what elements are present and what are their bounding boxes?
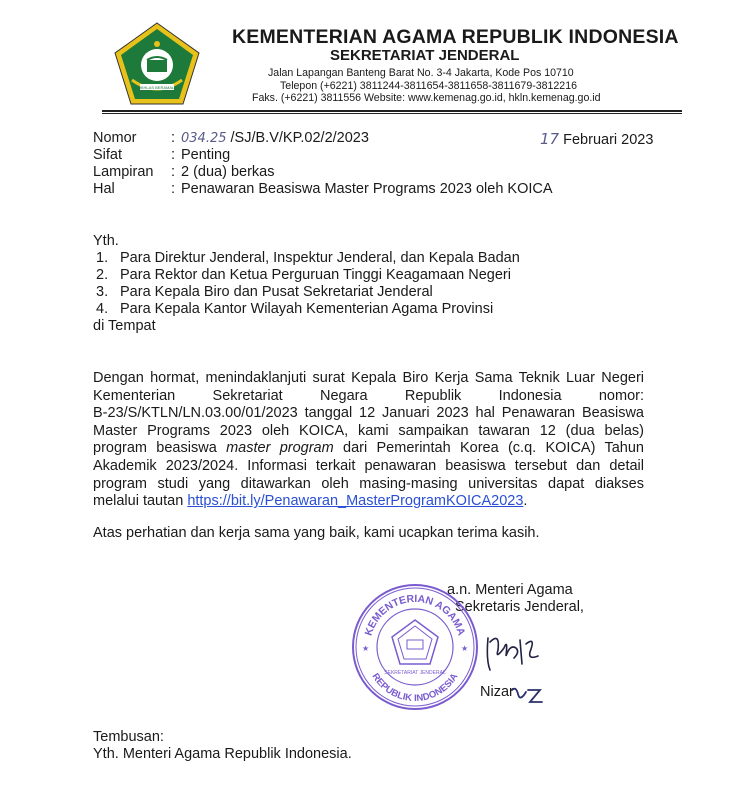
letter-date bbox=[540, 130, 653, 148]
svg-text:KEMENTERIAN AGAMA bbox=[363, 593, 468, 638]
hal-label: Hal bbox=[93, 181, 115, 197]
nomor-value bbox=[181, 130, 369, 146]
signatory-title: Sekretaris Jenderal, bbox=[455, 599, 584, 615]
ministry-emblem-icon bbox=[112, 20, 202, 110]
recipient-place: di Tempat bbox=[93, 318, 156, 334]
sifat-value: Penting bbox=[181, 147, 231, 163]
svg-text:★: ★ bbox=[461, 644, 469, 653]
sifat-label: Sifat bbox=[93, 147, 123, 163]
secretariat-name: SEKRETARIAT JENDERAL bbox=[330, 47, 520, 64]
body-line: melalui tautan https://bit.ly/Penawaran_MasterProgramKOICA2023. bbox=[93, 493, 528, 510]
fax-website-line: Faks. (+6221) 3811556 Website: www.kemenag.go.id, hkln.kemenag.go.id bbox=[252, 92, 601, 104]
body-line: Kementerian Sekretariat Negara Republik Indonesia nomor: bbox=[93, 387, 644, 404]
date-day-handwritten: 17 bbox=[540, 130, 560, 148]
signatory-name: Nizar bbox=[480, 684, 514, 700]
body-line: Dengan hormat, menindaklanjuti surat Kepala Biro Kerja Sama Teknik Luar Negeri bbox=[93, 370, 644, 386]
salutation: Yth. bbox=[93, 233, 119, 249]
initial-mark-icon bbox=[506, 684, 546, 708]
letterhead-divider bbox=[102, 110, 682, 112]
nomor-separator: : bbox=[171, 130, 176, 146]
hal-separator: : bbox=[171, 181, 176, 197]
body-line: program beasiswa master program dari Pemerintah Korea (c.q. KOICA) Tahun bbox=[93, 440, 644, 457]
phone-line: Telepon (+6221) 3811244-3811654-3811658-3811679-3812216 bbox=[280, 80, 577, 92]
nomor-printed: /SJ/B.V/KP.02/2/2023 bbox=[230, 130, 369, 146]
date-month-year: Februari 2023 bbox=[563, 132, 654, 148]
ministry-name: KEMENTERIAN AGAMA REPUBLIK INDONESIA bbox=[232, 26, 679, 48]
body-paragraph bbox=[93, 370, 644, 511]
lampiran-separator: : bbox=[171, 164, 176, 180]
body-line: program studi yang ditawarkan oleh masing-masing universitas dapat diakses bbox=[93, 475, 644, 492]
recipient-item: 4. Para Kepala Kantor Wilayah Kementerian Agama Provinsi bbox=[96, 301, 494, 317]
stamp-bottom-text: REPUBLIK INDONESIA bbox=[369, 671, 461, 705]
cc-item: Yth. Menteri Agama Republik Indonesia. bbox=[93, 746, 352, 762]
svg-text:IKHLAS BERAMAL: IKHLAS BERAMAL bbox=[139, 85, 175, 90]
official-stamp-icon bbox=[350, 582, 480, 712]
body-line: Master Programs 2023 oleh KOICA, kami sampaikan tawaran 12 (dua belas) bbox=[93, 422, 644, 439]
stamp-inner-text: SEKRETARIAT JENDERAL bbox=[384, 670, 446, 676]
italic-term: master program bbox=[226, 440, 334, 457]
hal-value: Penawaran Beasiswa Master Programs 2023 oleh KOICA bbox=[181, 181, 553, 197]
nomor-label: Nomor bbox=[93, 130, 137, 146]
lampiran-value: 2 (dua) berkas bbox=[181, 164, 275, 180]
body-line: B-23/S/KTLN/LN.03.00/01/2023 tanggal 12 Januari 2023 hal Penawaran Beasiswa bbox=[93, 405, 644, 422]
scholarship-link[interactable]: https://bit.ly/Penawaran_MasterProgramKOICA2023 bbox=[187, 493, 524, 510]
recipient-item: 1. Para Direktur Jenderal, Inspektur Jenderal, dan Kepala Badan bbox=[96, 250, 520, 266]
closing-sentence: Atas perhatian dan kerja sama yang baik, kami ucapkan terima kasih. bbox=[93, 525, 540, 541]
nomor-handwritten: 034.25 bbox=[181, 131, 227, 146]
cc-label: Tembusan: bbox=[93, 729, 164, 745]
stamp-top-text: KEMENTERIAN AGAMA bbox=[362, 592, 468, 638]
body-line: Akademik 2023/2024. Informasi terkait penawaran beasiswa tersebut dan detail bbox=[93, 457, 644, 474]
address-line: Jalan Lapangan Banteng Barat No. 3-4 Jakarta, Kode Pos 10710 bbox=[268, 67, 574, 79]
lampiran-label: Lampiran bbox=[93, 164, 154, 180]
signatory-on-behalf: a.n. Menteri Agama bbox=[447, 582, 573, 598]
sifat-separator: : bbox=[171, 147, 176, 163]
letterhead-divider-thin bbox=[102, 113, 682, 114]
svg-text:★: ★ bbox=[362, 644, 370, 653]
handwritten-signature-icon bbox=[480, 630, 550, 675]
recipient-item: 3. Para Kepala Biro dan Pusat Sekretariat Jenderal bbox=[96, 284, 433, 300]
recipient-item: 2. Para Rektor dan Ketua Perguruan Tinggi Keagamaan Negeri bbox=[96, 267, 511, 283]
